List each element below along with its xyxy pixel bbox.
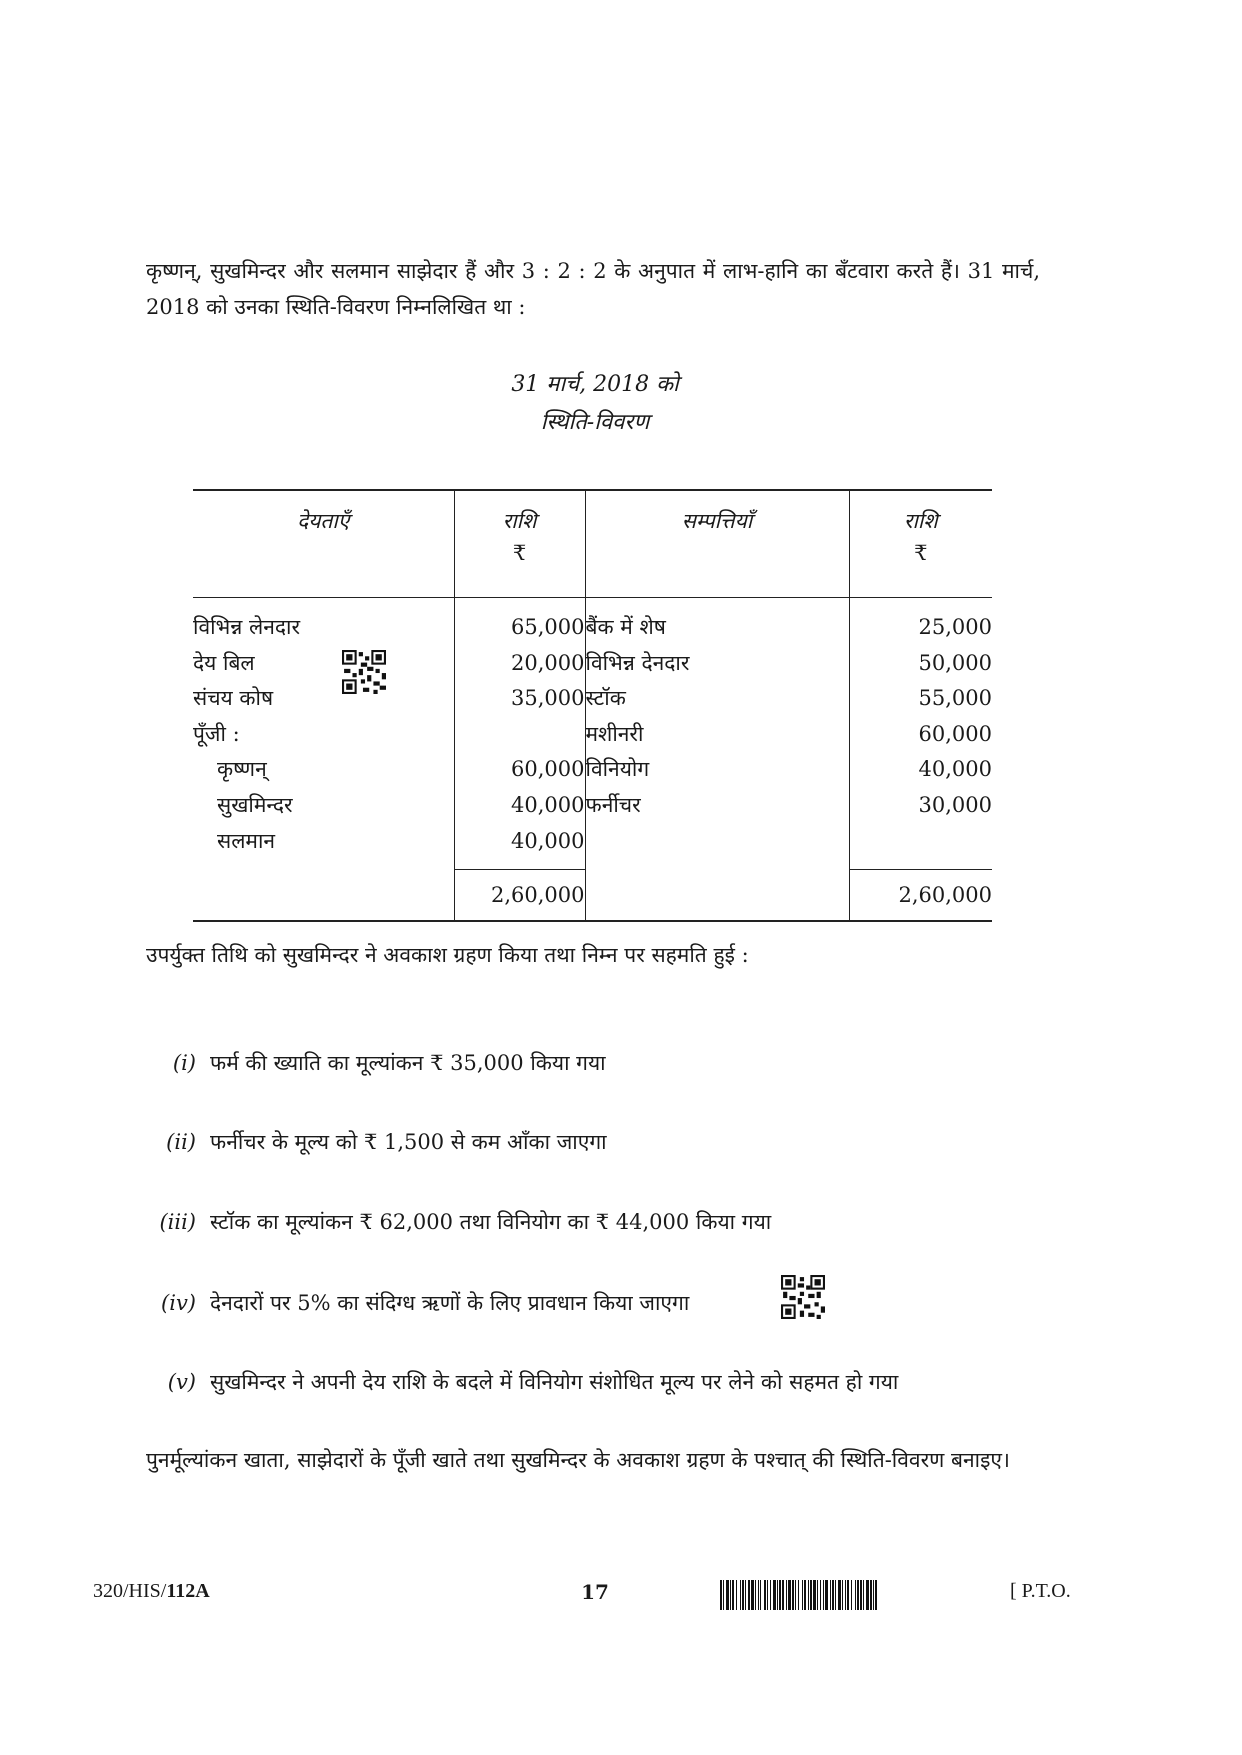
paper-code-set: 112A: [166, 1580, 210, 1602]
liability-amount: 40,000: [511, 828, 585, 853]
liability-label: देय बिल: [193, 650, 255, 675]
condition-number: (i): [172, 1051, 196, 1075]
condition-item: [146, 1364, 898, 1400]
rupee-icon: ₹: [914, 541, 928, 565]
agreement-text: उपर्युक्त तिथि को सुखमिन्दर ने अवकाश ग्रहण किया तथा निम्न पर सहमति हुई :: [146, 943, 749, 967]
page-number: 17: [581, 1580, 609, 1604]
asset-amount: 30,000: [918, 792, 992, 817]
asset-amount: 25,000: [918, 615, 992, 639]
liabilities-amounts: [454, 598, 585, 870]
partner-label: सुखमिन्दर: [217, 792, 293, 817]
barcode-icon: [720, 1580, 992, 1610]
sheet-title-date: 31 मार्च, 2018 को: [511, 372, 679, 397]
condition-text: फर्म की ख्याति का मूल्यांकन ₹ 35,000 किया गया: [210, 1051, 606, 1075]
condition-text: फर्नीचर के मूल्य को ₹ 1,500 से कम आँका जाएगा: [210, 1130, 607, 1154]
asset-label: फर्नीचर: [585, 792, 641, 817]
condition-item: [146, 1045, 606, 1081]
liability-amount: 40,000: [511, 792, 585, 817]
asset-amount: 55,000: [918, 686, 992, 711]
assets-amounts: [849, 598, 992, 870]
liability-amount: 20,000: [511, 650, 585, 675]
condition-text: देनदारों पर 5% का संदिग्ध ऋणों के लिए प्रावधान किया जाएगा: [210, 1291, 690, 1315]
body-row: [193, 598, 992, 870]
liability-amount: [455, 717, 585, 753]
sheet-title: स्थिति-विवरण: [540, 410, 650, 435]
condition-text: सुखमिन्दर ने अपनी देय राशि के बदले में विनियोग संशोधित मूल्य पर लेने को सहमत हो गया: [210, 1370, 899, 1394]
paper-code: [93, 1580, 210, 1603]
liability-amount: 65,000: [511, 615, 585, 639]
liabilities-labels: [193, 598, 454, 870]
rupee-icon: ₹: [512, 541, 527, 565]
amount-header-1: [454, 490, 585, 598]
total-liabilities: 2,60,000: [454, 870, 585, 922]
asset-label: विनियोग: [585, 757, 650, 782]
liability-label: संचय कोष: [193, 686, 274, 711]
amount-header-1-label: राशि: [502, 509, 537, 533]
asset-label: विभिन्न देनदार: [585, 650, 690, 675]
asset-label: बैंक में शेष: [585, 615, 666, 639]
asset-label: स्टॉक: [585, 686, 626, 711]
partner-label: सलमान: [217, 828, 276, 853]
qr-code-icon: [781, 1275, 825, 1319]
task-paragraph: पुनर्मूल्यांकन खाता, साझेदारों के पूँजी खाते तथा सुखमिन्दर के अवकाश ग्रहण के पश्चात् की स्थिति-विवरण बनाइए।: [146, 1448, 1010, 1472]
pto-label: [ P.T.O.: [1010, 1580, 1071, 1602]
liabilities-header: देयताएँ: [193, 490, 454, 598]
asset-amount: 60,000: [918, 721, 992, 746]
header-row: [193, 490, 992, 598]
qr-code-icon: [342, 650, 386, 694]
asset-amount: 50,000: [918, 650, 992, 675]
condition-item: [146, 1285, 689, 1321]
balance-sheet-table: [193, 489, 992, 922]
liability-amount: 60,000: [511, 757, 585, 782]
amount-header-2-label: राशि: [903, 509, 938, 533]
condition-number: (ii): [166, 1130, 196, 1154]
asset-amount: 40,000: [918, 757, 992, 782]
total-assets: 2,60,000: [849, 870, 992, 922]
liability-amount: 35,000: [511, 686, 585, 711]
condition-number: (iv): [161, 1291, 196, 1315]
amount-header-2: [849, 490, 992, 598]
condition-item: [146, 1204, 771, 1240]
liability-label: विभिन्न लेनदार: [193, 615, 301, 639]
asset-label: मशीनरी: [585, 721, 644, 746]
total-row: [193, 870, 992, 922]
paper-code-prefix: 320/HIS/: [93, 1580, 167, 1602]
condition-number: (iii): [159, 1210, 196, 1234]
liability-label: पूँजी :: [193, 721, 240, 746]
condition-text: स्टॉक का मूल्यांकन ₹ 62,000 तथा विनियोग का ₹ 44,000 किया गया: [210, 1210, 772, 1234]
condition-number: (v): [167, 1370, 196, 1394]
intro-paragraph: कृष्णन्, सुखमिन्दर और सलमान साझेदार हैं और 3 : 2 : 2 के अनुपात में लाभ-हानि का बँटवारा करते हैं। 31 मार्च, 2018 को उनका स्थिति-विवरण निम्नलिखित था :: [146, 259, 1040, 319]
condition-item: [146, 1124, 607, 1160]
assets-header: सम्पत्तियाँ: [585, 490, 849, 598]
partner-label: कृष्णन्: [217, 757, 267, 782]
assets-labels: [585, 598, 849, 870]
